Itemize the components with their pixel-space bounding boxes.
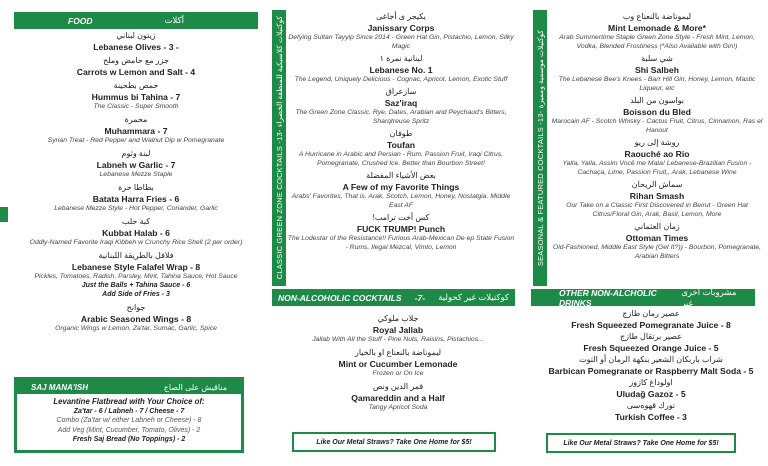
food-list bbox=[14, 31, 258, 337]
item-description: Syrian Treat - Red Pepper and Walnut Dip w Pomegranate bbox=[47, 137, 225, 144]
item-name: Lebanese Olives - 3 - bbox=[93, 41, 179, 52]
classic-title: CLASSIC GREEN ZONE COCKTAILS -13- كوكتيلات كلاسيكية للمنطقة الخضراء bbox=[274, 16, 284, 280]
menu-item bbox=[540, 378, 762, 399]
menu-item bbox=[14, 303, 258, 333]
item-arabic-name: تورك قهوەسى bbox=[626, 401, 676, 410]
other-title-ar: مشروبات أخرى غير bbox=[681, 286, 737, 308]
item-name: Rihan Smash bbox=[629, 190, 685, 201]
item-description: Defying Sultan Tayyip Since 2014 - Green Hat Gin, Pistachio, Lemon, Silky Magic bbox=[288, 34, 514, 50]
saj-line: Fresh Saj Bread (No Toppings) - 2 bbox=[72, 436, 186, 443]
menu-item bbox=[287, 12, 515, 51]
item-name: Mint Lemonade & More* bbox=[608, 22, 706, 33]
menu-item bbox=[14, 183, 258, 213]
menu-item bbox=[549, 180, 765, 219]
metal-straws-notice-2 bbox=[546, 433, 736, 453]
saj-body bbox=[17, 394, 241, 445]
item-arabic-name: لبنة وثوم bbox=[121, 149, 151, 158]
item-name: Kubbat Halab - 6 bbox=[102, 227, 170, 238]
item-name: Turkish Coffee - 3 bbox=[615, 411, 687, 422]
item-name: Labneh w Garlic - 7 bbox=[96, 159, 176, 170]
food-header bbox=[14, 12, 258, 29]
item-description: The Classic - Super Smooth bbox=[93, 103, 179, 110]
menu-item bbox=[285, 382, 511, 412]
item-arabic-name: بواسون من البلد bbox=[629, 96, 685, 105]
item-arabic-name: روشة إلى ريو bbox=[634, 138, 680, 147]
item-arabic-name: شراب باربكان الشعير بنكهة الرمان أو التوت bbox=[579, 355, 723, 364]
nonalc-header bbox=[272, 289, 515, 306]
item-arabic-name: حمص بطحينة bbox=[113, 81, 159, 90]
menu-item bbox=[14, 31, 258, 52]
nonalc-title: NON-ALCOHOLIC COCKTAILS bbox=[278, 292, 402, 303]
item-name: Carrots w Lemon and Salt - 4 bbox=[76, 66, 196, 77]
classic-cocktails-list bbox=[287, 12, 515, 255]
item-name: Toufan bbox=[386, 139, 415, 150]
saj-line: Za'tar - 6 / Labneh - 7 / Cheese - 7 bbox=[73, 407, 185, 415]
saj-line: Add Veg (Mint, Cucumber, Tomato, Olives) - 2 bbox=[57, 426, 201, 434]
menu-item bbox=[14, 81, 258, 111]
item-description: Organic Wings w Lemon, Za'tar, Sumac, Garlic, Spice bbox=[55, 325, 217, 332]
other-drinks-list bbox=[540, 309, 762, 424]
item-name: Raouché ao Rio bbox=[624, 148, 690, 159]
item-name: Barbican Pomegranate or Raspberry Malt Soda - 5 bbox=[548, 365, 754, 376]
item-extra: Just the Balls + Tahina Sauce - 6 bbox=[81, 282, 191, 289]
item-arabic-name: كبة حلب bbox=[121, 217, 151, 226]
item-description: A Hurricane in Arabic and Persian - Rum, Passion Fruit, Iraqi Citrus, Pomegranate, Crushed Ice. Better than Bourbon Street! bbox=[298, 151, 504, 167]
item-description: Frozen or On Ice bbox=[372, 370, 424, 377]
menu-item bbox=[14, 251, 258, 299]
item-arabic-name: عصير برتقال طازج bbox=[620, 332, 682, 341]
saj-line: Combo (Za'tar w/ either Labneh or Cheese) - 8 bbox=[56, 417, 202, 424]
item-name: Lebanese Style Falafel Wrap - 8 bbox=[71, 261, 201, 272]
item-name: Qamareddin and a Half bbox=[351, 392, 445, 403]
item-arabic-name: بطاطا حرة bbox=[118, 183, 154, 192]
other-title: OTHER NON-ALCHOLIC DRINKS bbox=[559, 287, 657, 308]
menu-item bbox=[549, 96, 765, 135]
item-name: FUCK TRUMP! Punch bbox=[356, 223, 446, 234]
item-description: Our Take on a Classic First Discovered in Beirut - Green Hat Citrus/Floral Gin, Arak, Basil, Lemon, More bbox=[566, 202, 748, 218]
seasonal-cocktails-list bbox=[549, 12, 765, 264]
item-arabic-name: جلاب ملوكي bbox=[377, 314, 419, 323]
saj-title: SAJ MANA'ISH bbox=[31, 382, 89, 392]
item-arabic-name: بعض الأشياء المفضلة bbox=[366, 171, 436, 180]
item-arabic-name: لبنانية نمرة ١ bbox=[379, 54, 423, 63]
menu-item bbox=[549, 54, 765, 93]
item-name: Boisson du Bled bbox=[623, 106, 691, 117]
item-arabic-name: شي سلبة bbox=[641, 54, 673, 63]
classic-cocktails-band bbox=[272, 10, 286, 286]
item-description: The Legend, Uniquely Delicious - Cognac, Apricot, Lemon, Exotic Stuff bbox=[294, 76, 508, 83]
other-drinks-header bbox=[531, 286, 755, 308]
item-name: Fresh Squeezed Pomegranate Juice - 8 bbox=[571, 319, 731, 330]
saj-title-ar: مناقيش على الصاج bbox=[163, 382, 227, 392]
item-arabic-name: اولوداغ كازوز bbox=[629, 378, 673, 387]
menu-item bbox=[540, 355, 762, 376]
item-name: Hummus bi Tahina - 7 bbox=[91, 91, 181, 102]
saj-header bbox=[17, 380, 241, 394]
item-arabic-name: سماش الريحان bbox=[631, 180, 683, 189]
food-title: FOOD bbox=[68, 15, 93, 26]
item-description: Arab Summertime Staple Green Zone Style - Fresh Mint, Lemon, Vodka, Blended Frostiness (*Also Available with Gin!) bbox=[559, 34, 755, 50]
menu-item bbox=[540, 401, 762, 422]
item-arabic-name: سازعراق bbox=[385, 87, 417, 96]
menu-item bbox=[287, 213, 515, 252]
item-arabic-name: ليموناضة بالنعناع وب bbox=[622, 12, 692, 21]
item-name: Janissary Corps bbox=[367, 22, 435, 33]
item-description: Arabs' Favorites, That is. Arak, Scotch, Lemon, Honey, Nostalgia. Middle East AF bbox=[291, 193, 511, 209]
item-name: Royal Jallab bbox=[372, 324, 424, 335]
saj-line: Levantine Flatbread with Your Choice of: bbox=[53, 397, 205, 406]
item-arabic-name: جوانح bbox=[126, 303, 146, 312]
item-description: Old-Fashioned, Middle East Style (Get It?)) - Bourbon, Pomegranate, Arabian Bitters bbox=[552, 244, 762, 260]
item-name: Uludağ Gazoz - 5 bbox=[616, 388, 686, 399]
item-name: Lebanese No. 1 bbox=[369, 64, 433, 75]
menu-item bbox=[287, 87, 515, 126]
item-description: Pickles, Tomatoes, Radish, Parsley, Mint, Tahina Sauce, Hot Sauce bbox=[34, 273, 238, 280]
item-arabic-name: جزر مع حامض وملح bbox=[103, 56, 169, 65]
nonalc-title-ar: كوكتيلات غير كحولية bbox=[438, 292, 509, 302]
item-arabic-name: كس أخت ترامب! bbox=[372, 213, 430, 222]
straws-text: Like Our Metal Straws? Take One Home for $5! bbox=[563, 439, 719, 447]
menu-item bbox=[14, 149, 258, 179]
menu-item bbox=[549, 222, 765, 261]
menu-item bbox=[540, 309, 762, 330]
menu-item bbox=[287, 54, 515, 84]
menu-item bbox=[14, 217, 258, 247]
item-description: Lebanese Mezze Style - Hot Pepper, Coriander, Garlic bbox=[54, 205, 218, 212]
item-description: Oddly-Named Favorite Iraqi Kibbeh w Crunchy Rice Shell (2 per order) bbox=[29, 239, 243, 246]
item-description: Yalla, Yalla, Assim Você me Mata! Lebanese-Brazilian Fusion - Cachaça, Lime, Passion Fruit,, Arak, Lebanese Wine bbox=[562, 160, 752, 176]
item-name: Muhammara - 7 bbox=[104, 125, 168, 136]
item-description: The Lodestar of the Resistance!! Furious Arab-Mexican De ep State Fusion - Rums, Ilegal Mezcal, Vimto, Lemon bbox=[287, 235, 515, 251]
nonalc-count: -7- bbox=[414, 292, 426, 303]
item-arabic-name: ليموناضة بالنعناع او بالخيار bbox=[354, 348, 442, 357]
item-arabic-name: يكيجر ى أجاغى bbox=[376, 12, 426, 21]
item-arabic-name: زمان العثماني bbox=[634, 222, 680, 231]
item-extra: Add Side of Fries - 3 bbox=[102, 291, 170, 298]
menu-item bbox=[549, 138, 765, 177]
item-name: Ottoman Times bbox=[625, 232, 689, 243]
menu-item bbox=[540, 332, 762, 353]
food-title-ar: أكلات bbox=[164, 15, 184, 25]
menu-item bbox=[287, 171, 515, 210]
menu-item bbox=[14, 56, 258, 77]
item-description: Jallab With All the Stuff - Pine Nuts, Raisins, Pistachios... bbox=[312, 336, 484, 343]
item-arabic-name: فلافل بالطريقة اللبنانية bbox=[98, 251, 174, 260]
seasonal-cocktails-band bbox=[533, 10, 547, 286]
metal-straws-notice bbox=[292, 432, 496, 452]
item-arabic-name: محمرة bbox=[124, 115, 148, 124]
straws-text: Like Our Metal Straws? Take One Home for $5! bbox=[316, 438, 472, 446]
item-description: Lebanese Mezze Staple bbox=[99, 171, 173, 178]
menu-item bbox=[285, 314, 511, 344]
item-name: Fresh Squeezed Orange Juice - 5 bbox=[583, 342, 719, 353]
item-description: The Lebanese Bee's Knees - Barr Hill Gin, Honey, Lemon, Mastic Liqueur, etc bbox=[558, 76, 756, 92]
item-arabic-name: زيتون لبناني bbox=[116, 31, 156, 40]
item-name: Mint or Cucumber Lemonade bbox=[338, 358, 458, 369]
item-name: Saz'iraq bbox=[384, 97, 418, 108]
nonalc-list bbox=[285, 314, 511, 416]
item-description: Tangy Apricot Soda bbox=[368, 404, 428, 411]
item-arabic-name: قمر الدين ونص bbox=[372, 382, 424, 391]
seasonal-title: SEASONAL & FEATURED COCKTAILS -13- كوكتيلات موسمية ومميزة bbox=[535, 29, 545, 267]
menu-item bbox=[549, 12, 765, 51]
menu-item bbox=[287, 129, 515, 168]
saj-manaish-box bbox=[14, 377, 244, 453]
item-description: The Green Zone Classic. Rye, Dates, Arabian and Peychaud's Bitters, Sharqtreuse Spritz bbox=[295, 109, 507, 125]
item-arabic-name: طوفان bbox=[389, 129, 413, 138]
menu-item bbox=[14, 115, 258, 145]
item-name: A Few of my Favorite Things bbox=[342, 181, 460, 192]
menu-item bbox=[285, 348, 511, 378]
item-name: Shi Salbeh bbox=[635, 64, 679, 75]
item-name: Arabic Seasoned Wings - 8 bbox=[80, 313, 192, 324]
side-tab-marker bbox=[0, 207, 8, 222]
item-arabic-name: عصير رمان طازج bbox=[622, 309, 680, 318]
item-description: Marocain AF - Scotch Whisky - Cactus Fruit, Citrus, Cinnamon, Ras el Hanout bbox=[551, 118, 763, 134]
item-name: Batata Harra Fries - 6 bbox=[92, 193, 180, 204]
